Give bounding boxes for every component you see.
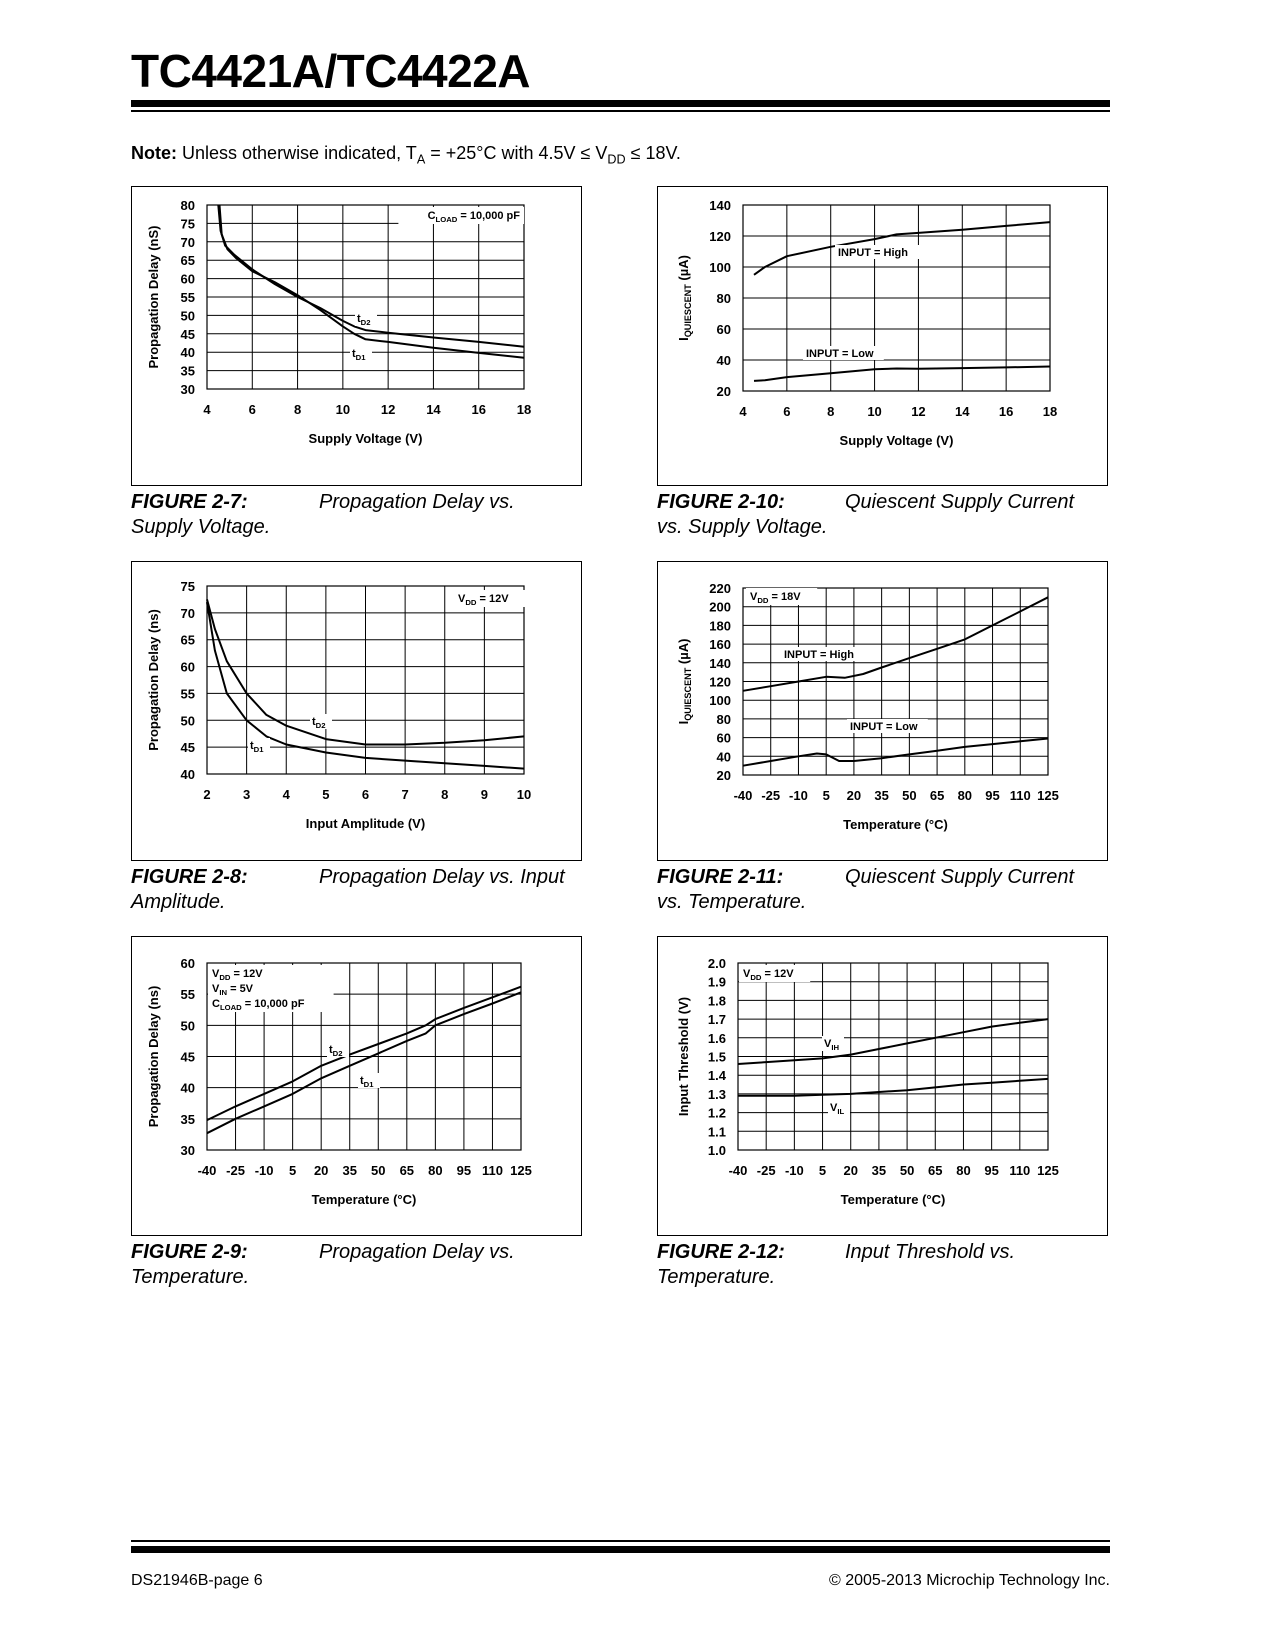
chart-annotation-main: V bbox=[750, 591, 758, 603]
y-tick-label: 80 bbox=[716, 711, 731, 727]
x-tick-label: 125 bbox=[1037, 1163, 1059, 1178]
y-tick-label: 35 bbox=[180, 363, 195, 379]
x-tick-label: 18 bbox=[516, 402, 532, 417]
chart-annotation-sub: DD bbox=[219, 973, 231, 982]
y-tick-label: 40 bbox=[716, 353, 731, 368]
y-tick-label: 40 bbox=[180, 1080, 195, 1096]
caption-text: Propagation Delay vs. bbox=[319, 1241, 515, 1263]
note-label: Note: bbox=[131, 143, 177, 163]
series-label-main: t bbox=[312, 716, 316, 728]
y-tick-label: 120 bbox=[709, 674, 731, 690]
note-sub-dd: DD bbox=[607, 152, 626, 167]
chart-annotation-main: C bbox=[427, 210, 436, 222]
x-tick-label: 35 bbox=[342, 1163, 357, 1178]
chart-annotation bbox=[212, 983, 254, 997]
y-tick-label: 1.3 bbox=[707, 1086, 726, 1102]
x-tick-label: 6 bbox=[783, 404, 791, 419]
x-tick-label: 65 bbox=[929, 788, 945, 803]
series-line-vih bbox=[738, 1019, 1048, 1064]
series-line-vil bbox=[738, 1079, 1048, 1096]
y-axis-label-rest: (µA) bbox=[676, 255, 691, 285]
x-tick-label: 18 bbox=[1042, 404, 1058, 419]
series-label-sub: IL bbox=[837, 1107, 845, 1116]
y-tick-label: 30 bbox=[180, 382, 195, 397]
chart-annotation-sub: LOAD bbox=[435, 215, 458, 224]
x-tick-label: 80 bbox=[957, 788, 973, 803]
caption-text-cont: Temperature. bbox=[657, 1266, 776, 1288]
chart-fig2-8-svg bbox=[132, 562, 583, 862]
caption-fig2-9 bbox=[131, 1240, 591, 1290]
x-tick-label: 95 bbox=[985, 788, 1000, 803]
y-tick-label: 180 bbox=[709, 618, 731, 634]
caption-text-cont: Amplitude. bbox=[131, 891, 226, 913]
y-axis-label bbox=[676, 255, 693, 341]
note-text-post: ≤ 18V. bbox=[625, 143, 681, 163]
y-tick-label: 30 bbox=[180, 1143, 195, 1158]
caption-number: FIGURE 2-9: bbox=[131, 1241, 248, 1263]
x-tick-label: -40 bbox=[728, 1163, 748, 1178]
y-tick-label: 40 bbox=[180, 345, 195, 361]
y-tick-label: 1.9 bbox=[707, 974, 726, 990]
x-tick-label: 14 bbox=[955, 404, 970, 419]
plot-area bbox=[181, 579, 532, 802]
x-tick-label: 5 bbox=[818, 1163, 827, 1178]
series-label-main: t bbox=[352, 348, 356, 360]
y-tick-label: 45 bbox=[180, 326, 195, 342]
header-rule-thick bbox=[131, 100, 1110, 107]
chart-annotation-rest: = 18V bbox=[768, 591, 801, 603]
y-tick-label: 35 bbox=[180, 1111, 195, 1127]
chart-fig2-9-svg bbox=[132, 937, 583, 1237]
chart-annotation-rest: = 5V bbox=[227, 983, 254, 995]
x-tick-label: 8 bbox=[827, 404, 835, 419]
chart-annotation-sub: DD bbox=[465, 598, 477, 607]
y-tick-label: 45 bbox=[180, 740, 195, 756]
x-tick-label: 9 bbox=[480, 787, 488, 802]
plot-area bbox=[709, 198, 1057, 419]
y-tick-label: 60 bbox=[716, 730, 731, 746]
y-tick-label: 80 bbox=[180, 198, 195, 213]
caption-text: Propagation Delay vs. Input bbox=[319, 866, 565, 888]
series-label-main: t bbox=[357, 313, 361, 325]
y-tick-label: 20 bbox=[716, 768, 731, 783]
chart-annotation-main: V bbox=[458, 593, 466, 605]
x-tick-label: -10 bbox=[789, 788, 808, 803]
x-tick-label: 5 bbox=[322, 787, 330, 802]
chart-annotation-sub: IN bbox=[219, 988, 228, 997]
y-axis-label-main: I bbox=[676, 337, 691, 341]
plot-area bbox=[181, 956, 532, 1178]
chart-annotation-rest: = 12V bbox=[230, 968, 263, 980]
caption-fig2-8 bbox=[131, 865, 591, 915]
x-tick-label: 125 bbox=[1037, 788, 1059, 803]
chart-fig2-11-svg bbox=[658, 562, 1109, 862]
x-tick-label: 12 bbox=[380, 402, 396, 417]
series-label-sub: D1 bbox=[355, 353, 366, 362]
series-label-main: V bbox=[830, 1102, 838, 1114]
chart-annotation-rest: = 10,000 pF bbox=[457, 210, 520, 222]
y-tick-label: 40 bbox=[716, 749, 731, 765]
plot-area bbox=[181, 198, 532, 417]
x-tick-label: -25 bbox=[761, 788, 781, 803]
y-tick-label: 55 bbox=[180, 290, 195, 305]
series-label-sub: D1 bbox=[363, 1080, 374, 1089]
x-tick-label: 12 bbox=[911, 404, 926, 419]
chart-fig2-7-svg bbox=[132, 187, 583, 487]
y-tick-label: 80 bbox=[716, 291, 731, 306]
y-tick-label: 160 bbox=[709, 637, 731, 653]
series-label-sub: D1 bbox=[253, 745, 264, 754]
x-tick-label: 5 bbox=[289, 1163, 297, 1178]
note-text-mid: = +25°C with 4.5V ≤ V bbox=[425, 143, 608, 163]
y-axis-label-main: I bbox=[676, 720, 691, 725]
y-tick-label: 1.4 bbox=[707, 1068, 726, 1084]
y-tick-label: 70 bbox=[180, 234, 195, 250]
x-tick-label: 20 bbox=[313, 1163, 329, 1178]
y-axis-label-rest: (µA) bbox=[676, 638, 691, 668]
y-tick-label: 50 bbox=[180, 713, 195, 729]
x-tick-label: 65 bbox=[928, 1163, 943, 1178]
x-tick-label: 20 bbox=[846, 788, 862, 803]
y-tick-label: 1.0 bbox=[707, 1143, 726, 1158]
x-tick-label: 8 bbox=[441, 787, 449, 802]
page-title: TC4421A/TC4422A bbox=[131, 45, 531, 97]
series-label: INPUT = High bbox=[784, 649, 854, 661]
x-axis-label: Temperature (°C) bbox=[840, 1192, 946, 1207]
series-line-input-low bbox=[754, 367, 1050, 381]
caption-text: Quiescent Supply Current bbox=[845, 866, 1075, 888]
x-tick-label: 14 bbox=[426, 402, 441, 417]
caption-number: FIGURE 2-12: bbox=[657, 1241, 785, 1263]
y-tick-label: 60 bbox=[716, 322, 731, 337]
note-text bbox=[131, 143, 681, 167]
chart-annotation-main: V bbox=[743, 968, 751, 980]
chart-fig2-11 bbox=[657, 561, 1108, 861]
y-tick-label: 55 bbox=[180, 987, 195, 1003]
x-tick-label: 2 bbox=[203, 787, 211, 802]
caption-text-cont: Temperature. bbox=[131, 1266, 250, 1288]
chart-fig2-12-svg bbox=[658, 937, 1109, 1237]
chart-annotation-main: C bbox=[212, 998, 220, 1010]
x-tick-label: 4 bbox=[282, 787, 290, 802]
header-rule-thin bbox=[131, 110, 1110, 112]
y-tick-label: 1.8 bbox=[707, 993, 726, 1009]
y-axis-label: Input Threshold (V) bbox=[676, 996, 691, 1117]
x-tick-label: 16 bbox=[998, 404, 1014, 419]
x-tick-label: 35 bbox=[874, 788, 889, 803]
y-tick-label: 40 bbox=[180, 767, 195, 782]
series-label-main: t bbox=[250, 740, 254, 752]
y-axis-label: Propagation Delay (nS) bbox=[146, 225, 161, 369]
y-tick-label: 120 bbox=[709, 229, 731, 244]
y-tick-label: 1.2 bbox=[707, 1105, 726, 1121]
x-tick-label: 6 bbox=[248, 402, 256, 417]
x-tick-label: 35 bbox=[871, 1163, 887, 1178]
y-tick-label: 50 bbox=[180, 1018, 195, 1034]
caption-text: Quiescent Supply Current bbox=[845, 491, 1075, 513]
caption-number: FIGURE 2-10: bbox=[657, 491, 785, 513]
x-tick-label: 3 bbox=[243, 787, 251, 802]
chart-annotation-main: V bbox=[212, 968, 220, 980]
footer-rule-thick bbox=[131, 1546, 1110, 1553]
y-tick-label: 1.6 bbox=[707, 1030, 726, 1046]
x-tick-label: 8 bbox=[293, 402, 302, 417]
x-tick-label: 7 bbox=[401, 787, 409, 802]
chart-annotation-sub: DD bbox=[750, 973, 762, 982]
chart-fig2-9 bbox=[131, 936, 582, 1236]
caption-number: FIGURE 2-11: bbox=[657, 866, 784, 888]
y-tick-label: 55 bbox=[180, 686, 195, 702]
footer-rule-thin bbox=[131, 1540, 1110, 1542]
caption-text-cont: vs. Supply Voltage. bbox=[657, 516, 828, 538]
y-tick-label: 20 bbox=[716, 384, 731, 399]
y-tick-label: 1.1 bbox=[707, 1124, 726, 1140]
caption-text: Propagation Delay vs. bbox=[319, 491, 515, 513]
caption-fig2-10 bbox=[657, 490, 1117, 540]
caption-text-cont: Supply Voltage. bbox=[131, 516, 271, 538]
y-tick-label: 200 bbox=[709, 599, 731, 615]
y-tick-label: 65 bbox=[180, 632, 195, 648]
x-tick-label: 80 bbox=[956, 1163, 971, 1178]
x-axis-label: Temperature (°C) bbox=[311, 1192, 417, 1207]
series-label: INPUT = Low bbox=[850, 721, 918, 733]
note-sub-a: A bbox=[416, 152, 426, 167]
chart-annotation-rest: = 12V bbox=[476, 593, 509, 605]
y-tick-label: 140 bbox=[709, 198, 731, 213]
chart-annotation-main: V bbox=[212, 983, 220, 995]
chart-fig2-10 bbox=[657, 186, 1108, 486]
footer-doc-id: DS21946B-page 6 bbox=[131, 1572, 263, 1589]
y-tick-label: 45 bbox=[180, 1049, 195, 1065]
note-text-pre: Unless otherwise indicated, T bbox=[182, 143, 417, 163]
y-tick-label: 60 bbox=[180, 659, 195, 675]
series-label: INPUT = Low bbox=[806, 348, 874, 360]
x-tick-label: 4 bbox=[203, 402, 211, 417]
chart-fig2-12 bbox=[657, 936, 1108, 1236]
x-tick-label: 50 bbox=[902, 788, 917, 803]
x-tick-label: 10 bbox=[516, 787, 532, 802]
x-tick-label: 4 bbox=[739, 404, 747, 419]
x-axis-label: Supply Voltage (V) bbox=[308, 431, 423, 446]
x-tick-label: 95 bbox=[984, 1163, 999, 1178]
chart-annotation-sub: LOAD bbox=[219, 1003, 242, 1012]
x-tick-label: 6 bbox=[361, 787, 370, 802]
x-tick-label: 20 bbox=[843, 1163, 858, 1178]
y-tick-label: 75 bbox=[180, 216, 195, 232]
x-tick-label: -40 bbox=[197, 1163, 217, 1178]
series-label-sub: D2 bbox=[332, 1049, 343, 1058]
x-tick-label: 10 bbox=[867, 404, 882, 419]
y-tick-label: 140 bbox=[709, 655, 731, 671]
series-label-sub: D2 bbox=[360, 318, 371, 327]
y-tick-label: 65 bbox=[180, 253, 195, 269]
y-axis-label bbox=[676, 639, 693, 725]
series-label-sub: IH bbox=[831, 1043, 840, 1052]
y-axis-label: Propagation Delay (ns) bbox=[146, 609, 161, 751]
x-tick-label: 110 bbox=[1009, 1163, 1031, 1178]
x-tick-label: 16 bbox=[471, 402, 486, 417]
x-axis-label: Supply Voltage (V) bbox=[839, 433, 954, 448]
y-tick-label: 1.7 bbox=[707, 1012, 726, 1028]
y-axis-label: Propagation Delay (ns) bbox=[146, 985, 161, 1128]
y-tick-label: 100 bbox=[709, 260, 731, 275]
caption-fig2-12 bbox=[657, 1240, 1117, 1290]
x-tick-label: 10 bbox=[335, 402, 351, 417]
y-tick-label: 100 bbox=[709, 693, 731, 709]
y-axis-label-sub: QUIESCENT bbox=[683, 667, 693, 721]
chart-fig2-10-svg bbox=[658, 187, 1109, 487]
plot-area bbox=[708, 956, 1059, 1178]
x-axis-label: Input Amplitude (V) bbox=[305, 816, 426, 831]
y-tick-label: 75 bbox=[180, 579, 195, 594]
x-tick-label: -40 bbox=[733, 788, 753, 803]
y-tick-label: 2.0 bbox=[707, 956, 726, 971]
caption-text: Input Threshold vs. bbox=[845, 1241, 1016, 1263]
y-tick-label: 50 bbox=[180, 308, 195, 324]
x-tick-label: -25 bbox=[756, 1163, 776, 1178]
chart-fig2-7 bbox=[131, 186, 582, 486]
x-tick-label: 50 bbox=[371, 1163, 386, 1178]
series-label: INPUT = High bbox=[838, 247, 908, 259]
chart-annotation-rest: = 10,000 pF bbox=[241, 998, 305, 1010]
footer-copyright: © 2005-2013 Microchip Technology Inc. bbox=[829, 1572, 1110, 1589]
x-tick-label: -25 bbox=[226, 1163, 245, 1178]
x-tick-label: 65 bbox=[399, 1163, 415, 1178]
caption-number: FIGURE 2-7: bbox=[131, 491, 248, 513]
x-tick-label: 80 bbox=[428, 1163, 443, 1178]
x-tick-label: -10 bbox=[254, 1163, 274, 1178]
x-tick-label: 50 bbox=[899, 1163, 915, 1178]
y-tick-label: 70 bbox=[180, 605, 195, 621]
caption-text-cont: vs. Temperature. bbox=[657, 891, 807, 913]
series-label-main: t bbox=[329, 1044, 333, 1056]
series-label-main: V bbox=[824, 1038, 832, 1050]
y-tick-label: 220 bbox=[709, 581, 731, 596]
series-label-sub: D2 bbox=[315, 721, 326, 730]
x-tick-label: 95 bbox=[456, 1163, 472, 1178]
series-line-input-low bbox=[743, 739, 1048, 766]
series-label-main: t bbox=[360, 1075, 364, 1087]
caption-fig2-11 bbox=[657, 865, 1117, 915]
x-tick-label: 110 bbox=[481, 1163, 503, 1178]
chart-fig2-8 bbox=[131, 561, 582, 861]
caption-fig2-7 bbox=[131, 490, 591, 540]
chart-annotation-rest: = 12V bbox=[761, 968, 794, 980]
y-tick-label: 60 bbox=[180, 956, 195, 971]
x-tick-label: -10 bbox=[784, 1163, 804, 1178]
x-tick-label: 125 bbox=[510, 1163, 532, 1178]
series-line-td1 bbox=[207, 992, 521, 1133]
x-tick-label: 110 bbox=[1009, 788, 1031, 803]
y-tick-label: 1.5 bbox=[707, 1049, 726, 1065]
y-tick-label: 60 bbox=[180, 271, 195, 287]
caption-number: FIGURE 2-8: bbox=[131, 866, 248, 888]
x-axis-label: Temperature (°C) bbox=[843, 817, 948, 832]
y-axis-label-sub: QUIESCENT bbox=[683, 284, 693, 338]
plot-area bbox=[709, 581, 1059, 803]
x-tick-label: 5 bbox=[822, 788, 830, 803]
chart-annotation-sub: DD bbox=[757, 596, 769, 605]
